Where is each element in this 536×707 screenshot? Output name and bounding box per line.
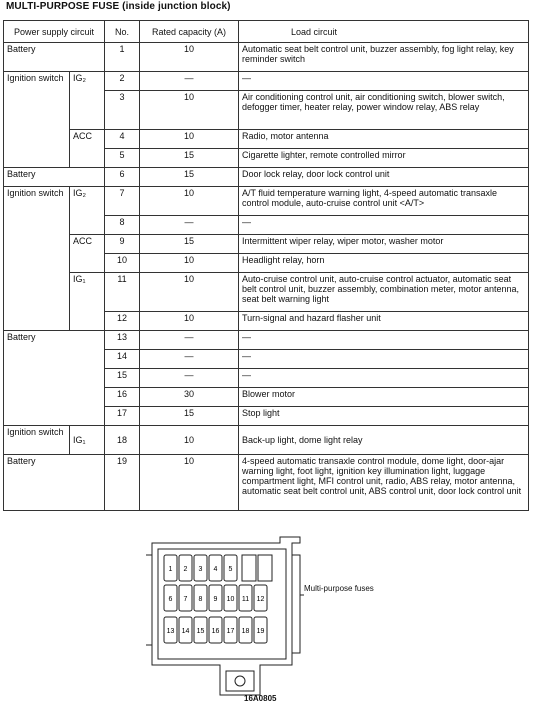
capacity: 10 — [140, 273, 239, 312]
table-row — [4, 426, 529, 455]
capacity: 10 — [140, 254, 239, 273]
figure-code: 16A0805 — [244, 694, 277, 703]
fuse-slot-number: 14 — [181, 628, 190, 635]
table-row — [4, 72, 529, 91]
load-circuit: A/T fluid temperature warning light, 4-speed automatic transaxle control module, auto-cruise control unit <A/T> — [239, 187, 529, 216]
sub-circuit-cell: ACC — [70, 130, 105, 168]
fuse-slot-number: 19 — [256, 628, 265, 635]
table-row — [4, 273, 529, 312]
capacity: 15 — [140, 149, 239, 168]
circuit-cell: Ignition switch — [4, 187, 70, 331]
load-circuit: — — [239, 331, 529, 350]
connector-hole — [235, 676, 245, 686]
label-bracket — [292, 555, 300, 653]
fuse-table — [3, 20, 529, 511]
circuit-cell: Battery — [4, 43, 105, 72]
fuse-slots — [164, 555, 272, 643]
capacity: — — [140, 369, 239, 388]
mount-bracket — [146, 555, 152, 645]
fuse-slot-number: 1 — [168, 566, 173, 573]
load-circuit: Turn-signal and hazard flasher unit — [239, 312, 529, 331]
fuse-slot-number: 6 — [168, 596, 173, 603]
sub-circuit-cell: ACC — [70, 235, 105, 273]
fuse-no: 2 — [105, 72, 140, 91]
table-row — [4, 43, 529, 72]
fuse-no: 10 — [105, 254, 140, 273]
capacity: 15 — [140, 168, 239, 187]
table-row — [4, 130, 529, 149]
fuse-no: 5 — [105, 149, 140, 168]
load-circuit: Blower motor — [239, 388, 529, 407]
load-circuit: Air conditioning control unit, air conditioning switch, blower switch, defogger timer, heater relay, power window relay, ABS relay — [239, 91, 529, 130]
sub-circuit-cell: IG₂ — [70, 72, 105, 130]
table-row — [4, 455, 529, 511]
fuse-no: 3 — [105, 91, 140, 130]
capacity: 10 — [140, 91, 239, 130]
capacity: — — [140, 216, 239, 235]
fuse-no: 11 — [105, 273, 140, 312]
sub-circuit-cell: IG₂ — [70, 187, 105, 235]
sub-circuit-cell: IG₁ — [70, 273, 105, 331]
fuse-slot-number: 13 — [166, 628, 175, 635]
header-no: No. — [105, 21, 140, 43]
fuse-no: 14 — [105, 350, 140, 369]
capacity: — — [140, 350, 239, 369]
capacity: 15 — [140, 407, 239, 426]
fuse-slot-number: 4 — [213, 566, 218, 573]
fuse-slot-number: 7 — [183, 596, 188, 603]
load-circuit: Auto-cruise control unit, auto-cruise control actuator, automatic seat belt control unit, buzzer assembly, combination meter, motor antenna, seat belt warning light — [239, 273, 529, 312]
fuse-slot-number: 12 — [256, 596, 265, 603]
fuse-no: 15 — [105, 369, 140, 388]
connector-tab — [226, 671, 254, 691]
fuse-slot-number: 8 — [198, 596, 203, 603]
load-circuit: — — [239, 72, 529, 91]
header-load: Load circuit — [239, 21, 529, 43]
fuse-no: 18 — [105, 426, 140, 455]
table-row — [4, 168, 529, 187]
load-circuit: Back-up light, dome light relay — [239, 426, 529, 455]
capacity: 10 — [140, 312, 239, 331]
load-circuit: — — [239, 350, 529, 369]
fuse-slot-number: 9 — [213, 596, 218, 603]
capacity: 10 — [140, 187, 239, 216]
capacity: 15 — [140, 235, 239, 254]
circuit-cell: Battery — [4, 331, 105, 426]
fuse-no: 12 — [105, 312, 140, 331]
relay-slot — [242, 555, 256, 581]
fuse-no: 6 — [105, 168, 140, 187]
fuse-no: 4 — [105, 130, 140, 149]
circuit-cell: Ignition switch — [4, 426, 70, 455]
load-circuit: Radio, motor antenna — [239, 130, 529, 149]
table-row — [4, 235, 529, 254]
fuse-no: 7 — [105, 187, 140, 216]
load-circuit: — — [239, 216, 529, 235]
capacity: 10 — [140, 130, 239, 149]
load-circuit: Headlight relay, horn — [239, 254, 529, 273]
capacity: 30 — [140, 388, 239, 407]
capacity: — — [140, 72, 239, 91]
fuse-no: 17 — [105, 407, 140, 426]
fuse-slot-number: 10 — [226, 596, 235, 603]
fuse-no: 13 — [105, 331, 140, 350]
load-circuit: Intermittent wiper relay, wiper motor, washer motor — [239, 235, 529, 254]
fuse-slot-number: 5 — [228, 566, 233, 573]
table-header-row — [4, 21, 529, 43]
fuse-slot-number: 17 — [226, 628, 235, 635]
capacity: 10 — [140, 426, 239, 455]
fuse-slot-number: 3 — [198, 566, 203, 573]
fuse-slot-number: 15 — [196, 628, 205, 635]
page-title: MULTI-PURPOSE FUSE (inside junction block) — [6, 1, 231, 12]
fuse-slot-number: 18 — [241, 628, 250, 635]
circuit-cell: Ignition switch — [4, 72, 70, 168]
fuse-no: 16 — [105, 388, 140, 407]
fuse-no: 19 — [105, 455, 140, 511]
fuse-no: 1 — [105, 43, 140, 72]
load-circuit: — — [239, 369, 529, 388]
fuse-slot-number: 11 — [241, 596, 250, 603]
table-row — [4, 187, 529, 216]
capacity: — — [140, 331, 239, 350]
sub-circuit-cell: IG₁ — [70, 426, 105, 455]
circuit-cell: Battery — [4, 168, 105, 187]
relay-slot — [258, 555, 272, 581]
header-circuit: Power supply circuit — [4, 21, 105, 43]
fuse-slot-number: 2 — [183, 566, 188, 573]
load-circuit: Cigarette lighter, remote controlled mirror — [239, 149, 529, 168]
fuse-no: 9 — [105, 235, 140, 254]
capacity: 10 — [140, 43, 239, 72]
junction-block-diagram — [140, 535, 400, 705]
load-circuit: Automatic seat belt control unit, buzzer assembly, fog light relay, key reminder switch — [239, 43, 529, 72]
capacity: 10 — [140, 455, 239, 511]
load-circuit: Door lock relay, door lock control unit — [239, 168, 529, 187]
header-capacity: Rated capacity (A) — [140, 21, 239, 43]
fuse-no: 8 — [105, 216, 140, 235]
load-circuit: 4-speed automatic transaxle control module, dome light, door-ajar warning light, foot light, ignition key illumination light, luggage compartment light, MFI control unit, radio, ABS relay, motor antenna, automatic seat belt control unit, ABS control unit, door lock control unit — [239, 455, 529, 511]
table-row — [4, 331, 529, 350]
fuse-slot-number: 16 — [211, 628, 220, 635]
load-circuit: Stop light — [239, 407, 529, 426]
circuit-cell: Battery — [4, 455, 105, 511]
diagram-label: Multi-purpose fuses — [304, 584, 374, 593]
